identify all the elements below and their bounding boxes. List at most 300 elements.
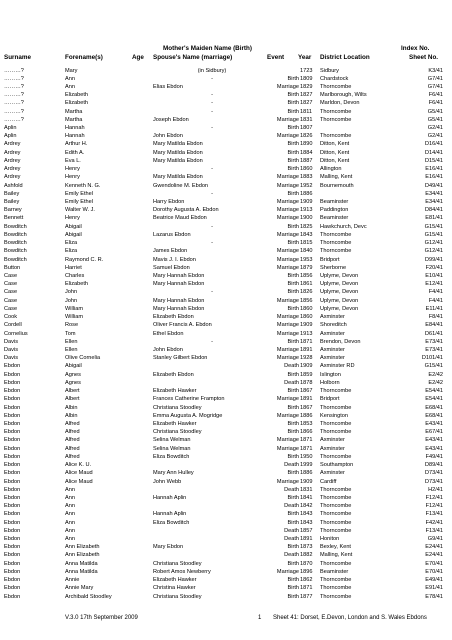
cell-spouse: Mary Hannah Ebdon [153,281,205,288]
table-row [0,109,452,117]
cell-event: Marriage [276,248,299,255]
cell-district: Malling, Kent [320,552,353,559]
cell-sheet-no: E54/41 [425,388,443,395]
cell-event: Marriage [276,330,299,337]
table-row [0,413,452,421]
table-row [0,380,452,388]
cell-district: Bridport [320,396,340,403]
cell-spouse: Elizabeth Hawker [153,420,197,427]
cell-year: 1913 [300,330,313,337]
cell-event: Birth [287,100,299,107]
cell-year: 1723 [300,67,313,74]
cell-surname: Case [4,273,18,279]
cell-surname: Davis [4,338,18,345]
cell-surname: Ebdon [4,577,21,584]
cell-spouse: Mary Matilda Ebdon [153,174,203,181]
cell-forenames: Agnes [65,371,81,378]
cell-surname: Bowditch [4,223,27,230]
cell-surname: Ebdon [4,536,21,543]
cell-year: 1857 [300,527,313,534]
cell-forenames: Henry [65,174,80,181]
cell-district: Islington [320,371,341,378]
table-row [0,125,452,133]
table-row [0,479,452,487]
cell-event: Birth [287,470,299,477]
cell-year: 1831 [300,116,313,123]
cell-district: Thorncombe [320,116,352,123]
cell-event: Marriage [276,322,299,329]
table-row [0,322,452,330]
cell-surname: Bowditch [4,240,27,247]
cell-sheet-no: D89/41 [424,462,443,469]
table-row [0,503,452,511]
cell-year: 1909 [300,199,313,206]
cell-year: 1826 [300,133,313,140]
table-row [0,446,452,454]
cell-forenames: Alice K. U. [65,462,92,469]
cell-sheet-no: F13/41 [425,511,443,518]
cell-event: Marriage [276,445,299,452]
cell-year: 1953 [300,256,313,263]
cell-year: 1841 [300,494,313,501]
table-row [0,552,452,560]
cell-sheet-no: E70/41 [425,560,443,567]
cell-sheet-no: E67/41 [425,429,443,436]
cell-forenames: Emily Ethel [65,199,93,206]
cell-event: Birth [287,273,299,279]
cell-surname: Davis [4,346,18,353]
surname-header: Surname [4,54,31,61]
cell-spouse: - [211,289,213,296]
cell-forenames: Ann [65,536,75,543]
cell-sheet-no: E68/41 [425,404,443,411]
cell-event: Birth [287,371,299,378]
cell-district: Shoreditch [320,322,347,329]
cell-forenames: John [65,297,78,304]
cell-event: Marriage [276,478,299,485]
cell-forenames: Anna Matilda [65,568,98,575]
cell-sheet-no: E49/41 [425,577,443,584]
cell-surname: Ebdon [4,494,21,501]
cell-year: 1853 [300,420,313,427]
cell-surname: Ebdon [4,560,21,567]
table-row [0,306,452,314]
cell-year: 1891 [300,346,313,353]
cell-sheet-no: E70/41 [425,568,443,575]
cell-event: Birth [287,240,299,247]
cell-forenames: Arthur H. [65,141,88,148]
cell-forenames: Eliza [65,248,78,255]
cell-year: 1870 [300,560,313,567]
cell-event: Death [284,536,299,543]
cell-forenames: Alfred [65,420,80,427]
cell-surname: ………? [4,83,24,90]
cell-forenames: Abigail [65,363,82,370]
cell-district: Uplyme, Devon [320,273,359,279]
cell-spouse: - [211,166,213,173]
cell-event: Marriage [276,437,299,444]
cell-event: Marriage [276,355,299,362]
table-row [0,289,452,297]
table-row [0,273,452,281]
cell-spouse: Mavis J. I. Ebdon [153,256,196,263]
cell-surname: Ebdon [4,453,21,460]
cell-surname: Case [4,297,18,304]
cell-forenames: Albert [65,396,80,403]
cell-event: Marriage [276,568,299,575]
cell-event: Birth [287,75,299,82]
cell-event: Marriage [276,182,299,189]
cell-forenames: Ellen [65,346,78,353]
cell-surname: Ardrey [4,157,21,164]
cell-event: Birth [287,577,299,584]
cell-sheet-no: F13/41 [425,527,443,534]
cell-sheet-no: G7/41 [427,83,443,90]
cell-spouse: Elias Ebdon [153,83,183,90]
cell-year: 1856 [300,273,313,279]
cell-forenames: Albin [65,412,78,419]
table-row [0,388,452,396]
cell-event: Birth [287,511,299,518]
cell-sheet-no: D61/41 [424,330,443,337]
table-row [0,215,452,223]
cell-sheet-no: E84/41 [425,322,443,329]
cell-district: Ditton, Kent [320,141,350,148]
cell-surname: Bennett [4,215,24,222]
cell-year: 1909 [300,322,313,329]
cell-forenames: Ann Elizabeth [65,544,100,551]
cell-surname: Ardrey [4,149,21,156]
cell-forenames: Alice Maud [65,470,93,477]
cell-surname: Ardrey [4,174,21,181]
year-header: Year [298,54,312,61]
table-row [0,511,452,519]
table-row [0,240,452,248]
cell-event: Birth [287,281,299,288]
cell-forenames: Alfred [65,445,80,452]
cell-district: Kensington [320,412,348,419]
cell-district: Beaminster [320,215,349,222]
table-row [0,470,452,478]
cell-year: 1829 [300,83,313,90]
cell-year: 1909 [300,363,313,370]
cell-year: 1871 [300,445,313,452]
cell-year: 1887 [300,157,313,164]
table-row [0,569,452,577]
cell-district: Axminster [320,437,345,444]
cell-event: Marriage [276,231,299,238]
cell-spouse: James Ebdon [153,248,188,255]
cell-surname: Cook [4,314,18,321]
cell-surname: ………? [4,75,24,82]
cell-event: Death [284,486,299,493]
table-row [0,495,452,503]
cell-sheet-no: G12/41 [424,240,443,247]
table-row [0,141,452,149]
cell-forenames: Emily Ethel [65,190,93,197]
cell-event: Birth [287,223,299,230]
forenames-header: Forename(s) [65,54,103,61]
table-row [0,585,452,593]
cell-forenames: Olive Cornelia [65,355,101,362]
cell-forenames: Ann Elizabeth [65,552,100,559]
cell-district: Beaminster [320,199,349,206]
cell-district: Holborn [320,379,340,386]
cell-district: Allington [320,166,342,173]
cell-spouse: - [211,240,213,247]
cell-forenames: Archibald Stoodley [65,593,112,600]
cell-year: 1831 [300,486,313,493]
cell-forenames: Henry [65,215,80,222]
cell-sheet-no: F6/41 [428,100,443,107]
cell-surname: Ebdon [4,412,21,419]
cell-year: 1860 [300,314,313,321]
cell-surname: Aplin [4,133,17,140]
cell-sheet-no: E2/42 [428,379,443,386]
cell-spouse: Elizabeth Hawker [153,388,197,395]
cell-sheet-no: G15/41 [424,231,443,238]
cell-surname: Ebdon [4,585,21,592]
footer-version: V.3.0 17th September 2009 [65,615,138,621]
cell-spouse: Mary Hannah Ebdon [153,297,205,304]
cell-event: Birth [287,108,299,115]
cell-forenames: Hannah [65,125,85,132]
cell-surname: Button [4,264,21,271]
cell-spouse: Emma Augusta A. Mogridge [153,412,223,419]
cell-year: 1843 [300,511,313,518]
cell-district: Bexley, Kent [320,544,351,551]
cell-surname: Bowditch [4,256,27,263]
cell-district: Axminster [320,355,345,362]
cell-spouse: - [211,92,213,99]
cell-district: Thorncombe [320,231,352,238]
cell-spouse: Elizabeth Hawker [153,577,197,584]
cell-spouse: Selina Welman [153,437,191,444]
table-row [0,536,452,544]
cell-surname: Ebdon [4,379,21,386]
cell-year: 1900 [300,215,313,222]
cell-sheet-no: E78/41 [425,593,443,600]
cell-year: 1867 [300,404,313,411]
cell-district: Thorncombe [320,248,352,255]
cell-district: Uplyme, Devon [320,305,359,312]
cell-sheet-no: E91/41 [425,585,443,592]
cell-district: Thorncombe [320,429,352,436]
table-row [0,372,452,380]
cell-sheet-no: D49/41 [424,182,443,189]
cell-sheet-no: F49/41 [425,453,443,460]
cell-sheet-no: D73/41 [424,478,443,485]
cell-event: Marriage [276,297,299,304]
table-row [0,117,452,125]
cell-district: Bournemouth [320,182,354,189]
cell-surname: Ebdon [4,437,21,444]
cell-sheet-no: G5/41 [427,108,443,115]
cell-surname: Ebdon [4,527,21,534]
cell-sheet-no: E68/41 [425,412,443,419]
cell-surname: Ebdon [4,404,21,411]
cell-event: Marriage [276,314,299,321]
cell-event: Marriage [276,256,299,263]
cell-spouse: Mary Matilda Ebdon [153,149,203,156]
cell-forenames: Elizabeth [65,100,89,107]
table-row [0,191,452,199]
cell-surname: Case [4,281,18,288]
cell-forenames: Ann [65,511,75,518]
cell-sheet-no: F20/41 [425,264,443,271]
cell-year: 1807 [300,125,313,132]
cell-year: 1866 [300,429,313,436]
cell-sheet-no: D101/41 [421,355,443,362]
cell-surname: Ebdon [4,552,21,559]
cell-sheet-no: E10/41 [425,273,443,279]
table-row [0,166,452,174]
cell-sheet-no: E81/41 [425,215,443,222]
cell-sheet-no: G15/41 [424,363,443,370]
cell-district: Axminster [320,314,345,321]
district-header: District Location [320,54,370,61]
cell-spouse: - [211,100,213,107]
cell-spouse: John Ebdon [153,133,183,140]
cell-year: 1859 [300,371,313,378]
cell-sheet-no: D14/41 [424,149,443,156]
cell-spouse: Samuel Ebdon [153,264,190,271]
cell-spouse: Frances Catherine Frampton [153,396,225,403]
table-row [0,158,452,166]
cell-spouse: Christiana Stoodley [153,404,202,411]
cell-forenames: Elizabeth [65,281,89,288]
table-row [0,347,452,355]
cell-district: Thorncombe [320,240,352,247]
cell-event: Death [284,462,299,469]
cell-year: 1843 [300,519,313,526]
cell-sheet-no: E34/41 [425,199,443,206]
cell-sheet-no: E12/41 [425,281,443,288]
cell-forenames: Albert [65,388,80,395]
cell-year: 1815 [300,240,313,247]
sheet-no-header: Sheet No. [409,54,439,61]
cell-district: Thorncombe [320,453,352,460]
cell-forenames: Albin [65,404,78,411]
index-no-header: Index No. [401,45,430,52]
cell-district: Uplyme, Devon [320,281,359,288]
cell-sheet-no: G5/41 [427,116,443,123]
cell-spouse: - [211,125,213,132]
cell-spouse: (in Sidbury) [197,67,227,74]
cell-sheet-no: E43/41 [425,437,443,444]
cell-surname: Ebdon [4,544,21,551]
cell-sheet-no: E24/41 [425,552,443,559]
cell-year: 1871 [300,585,313,592]
cell-forenames: Charles [65,273,85,279]
cell-year: 1890 [300,141,313,148]
cell-event: Birth [287,305,299,312]
cell-spouse: Christiana Stoodley [153,429,202,436]
cell-event: Marriage [276,346,299,353]
cell-sheet-no: G15/41 [424,223,443,230]
cell-surname: Ebdon [4,462,21,469]
cell-year: 1896 [300,568,313,575]
cell-forenames: Ann [65,494,75,501]
cell-spouse: Hannah Aplin [153,494,187,501]
cell-sheet-no: E11/41 [425,305,443,312]
cell-event: Birth [287,494,299,501]
cell-surname: Ebdon [4,445,21,452]
cell-district: Axminster [320,470,345,477]
cell-sheet-no: E16/41 [425,174,443,181]
cell-district: Marldon, Devon [320,100,360,107]
cell-sheet-no: E73/41 [425,338,443,345]
cell-sheet-no: D84/41 [424,207,443,214]
table-row [0,355,452,363]
cell-year: 1862 [300,577,313,584]
cell-surname: Case [4,289,18,296]
cell-surname: ………? [4,108,24,115]
cell-surname: ………? [4,67,24,74]
cell-surname: ………? [4,116,24,123]
cell-event: Birth [287,420,299,427]
cell-event: Birth [287,190,299,197]
cell-district: Thorncombe [320,108,352,115]
cell-sheet-no: F8/41 [428,314,443,321]
cell-sheet-no: G12/41 [424,248,443,255]
cell-surname: Cornelius [4,330,28,337]
table-row [0,331,452,339]
cell-spouse: Christiana Stoodley [153,593,202,600]
cell-forenames: Elizabeth [65,92,89,99]
cell-forenames: Mary [65,67,78,74]
cell-forenames: Kenneth N. G. [65,182,101,189]
cell-year: 1811 [300,108,313,115]
cell-year: 1950 [300,453,313,460]
cell-surname: Ebdon [4,568,21,575]
cell-spouse: Mary Hannah Ebdon [153,305,205,312]
cell-surname: Ebdon [4,593,21,600]
cell-sheet-no: D99/41 [424,256,443,263]
cell-sheet-no: G7/41 [427,75,443,82]
cell-surname: Aplin [4,125,17,132]
cell-district: Thorncombe [320,133,352,140]
cell-forenames: Eliza [65,240,78,247]
table-row [0,487,452,495]
cell-district: Thorncombe [320,593,352,600]
cell-district: Chardstock [320,75,349,82]
cell-event: Death [284,503,299,510]
cell-forenames: Martha [65,108,83,115]
cell-forenames: Agnes [65,379,81,386]
cell-district: Thorncombe [320,577,352,584]
cell-spouse: Mary Ebdon [153,544,184,551]
cell-district: Marlborough, Wilts [320,92,367,99]
cell-event: Birth [287,149,299,156]
table-row [0,281,452,289]
cell-year: 1873 [300,544,313,551]
cell-spouse: - [211,338,213,345]
cell-spouse: Selina Welman [153,445,191,452]
table-row [0,339,452,347]
cell-forenames: Abigail [65,223,82,230]
cell-year: 1843 [300,231,313,238]
cell-event: Birth [287,125,299,132]
cell-event: Birth [287,141,299,148]
cell-forenames: John [65,289,78,296]
cell-sheet-no: F4/41 [428,297,443,304]
cell-district: Uplyme, Devon [320,289,359,296]
cell-forenames: Ellen [65,338,78,345]
cell-event: Marriage [276,207,299,214]
cell-spouse: Lazarus Ebdon [153,231,191,238]
cell-sheet-no: G9/41 [427,536,443,543]
